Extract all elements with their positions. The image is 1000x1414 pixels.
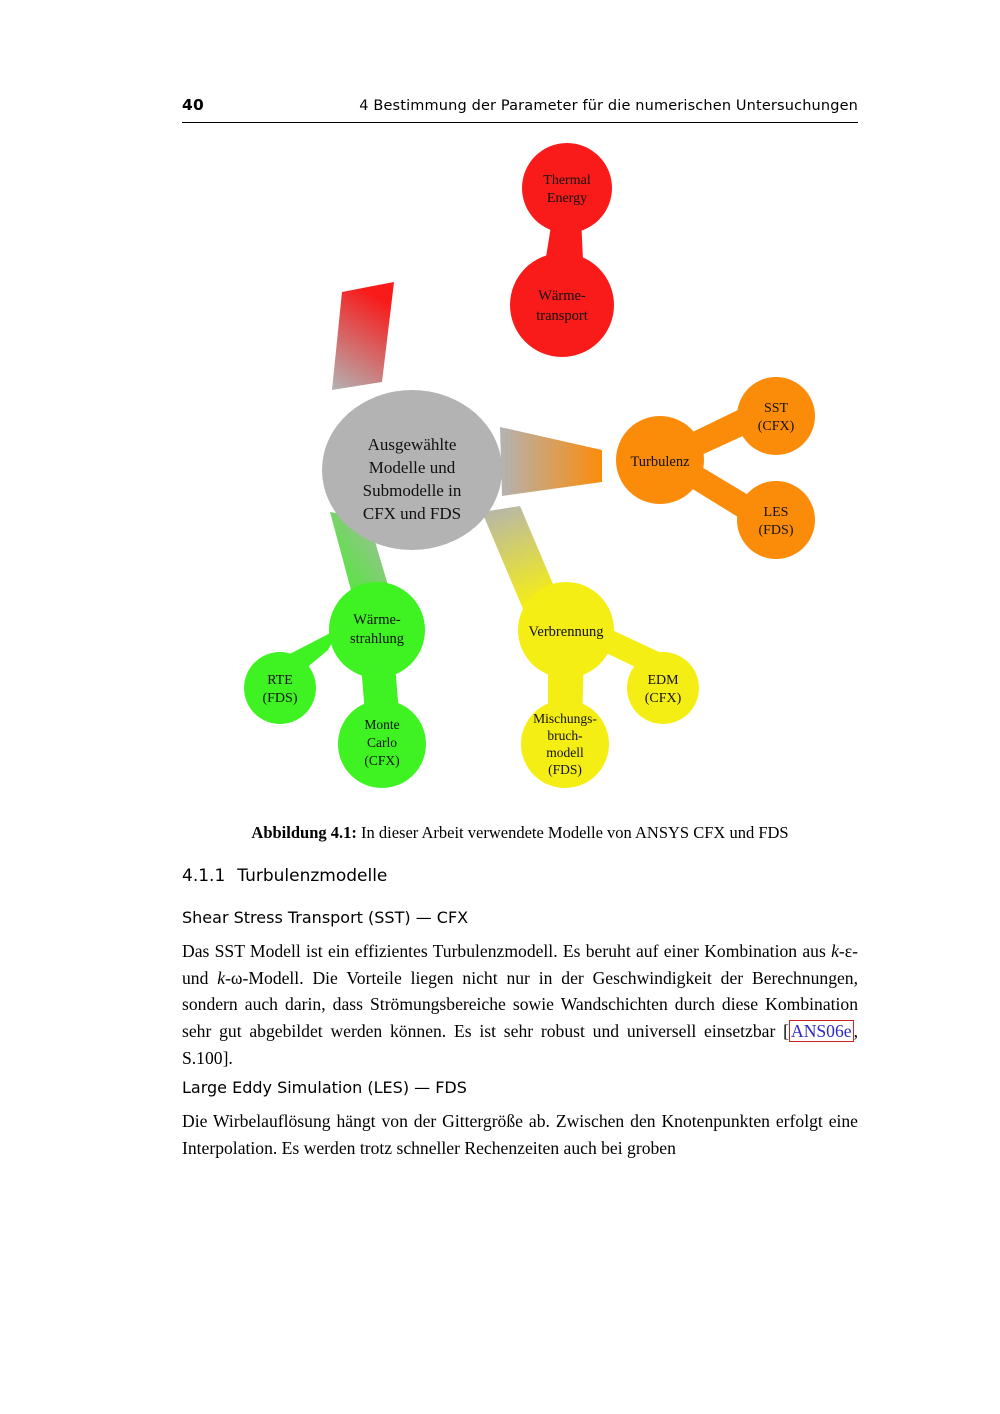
- node-sst-label-2: (CFX): [757, 419, 795, 434]
- node-monte-carlo-label-3: (CFX): [364, 753, 400, 768]
- node-waermetransport-label-2: transport: [536, 308, 588, 324]
- node-monte-carlo-label-1: Monte: [364, 717, 400, 732]
- link-center-turbulenz: [500, 427, 602, 496]
- paragraph-sst-part-a: Das SST Modell ist ein effizientes Turbulenzmodell. Es beruht auf einer Kombination aus: [182, 941, 832, 961]
- subsection-number: 4.1.1: [182, 866, 226, 886]
- node-center-label-4: CFX und FDS: [362, 504, 462, 523]
- node-rte-label-1: RTE: [267, 673, 293, 688]
- mindmap-svg: [182, 140, 858, 800]
- node-edm-label-2: (CFX): [644, 691, 682, 706]
- chapter-title: 4 Bestimmung der Parameter für die numerischen Untersuchungen: [359, 98, 858, 114]
- paragraph-sst: [182, 938, 858, 1072]
- node-turbulenz-label: Turbulenz: [630, 454, 690, 470]
- paragraph-sst-mid: - und: [182, 941, 858, 988]
- node-waermetransport-label-1: Wärme-: [538, 288, 586, 304]
- node-sst[interactable]: [737, 377, 815, 455]
- node-center-label-2: Modelle und: [368, 458, 456, 477]
- figure-caption-text: In dieser Arbeit verwendete Modelle von ANSYS CFX und FDS: [356, 823, 789, 842]
- node-monte-carlo-label-2: Carlo: [367, 735, 397, 750]
- node-waermestrahlung[interactable]: [329, 582, 425, 678]
- node-rte-label-2: (FDS): [262, 691, 298, 706]
- symbol-epsilon: -ε: [838, 941, 853, 961]
- node-waermestrahlung-label-2: strahlung: [350, 631, 404, 647]
- running-head: [182, 96, 858, 114]
- symbol-omega: -ω: [225, 967, 243, 988]
- subsection-heading: [182, 866, 387, 886]
- subsection-title-text: Turbulenzmodelle: [237, 866, 388, 886]
- figure-mindmap: [182, 140, 858, 800]
- paragraph-sst-part-b: -Modell. Die Vorteile liegen nicht nur in der Geschwindigkeit der Berechnungen, sondern auch darin, dass Strömungsbereiche sowie Wandschichten durch diese Kombination sehr gut abgebildet werden können. Es ist sehr robust und universell einsetzbar: [182, 967, 858, 1042]
- citation-link-ans06e[interactable]: ANS06e: [790, 1021, 852, 1042]
- node-thermal-energy[interactable]: [522, 143, 612, 233]
- node-thermal-energy-label-1: Thermal: [543, 173, 591, 188]
- node-center-label-3: Submodelle in: [362, 481, 462, 500]
- page-number: 40: [182, 96, 204, 114]
- node-mischungsbruchmodell-label-2: bruch-: [547, 728, 583, 743]
- node-rte[interactable]: [244, 652, 316, 724]
- node-mischungsbruchmodell-label-1: Mischungs-: [533, 711, 597, 726]
- node-les-label-1: LES: [763, 505, 789, 520]
- citation-tail: , S.100].: [182, 1021, 858, 1068]
- heading-sst: Shear Stress Transport (SST) — CFX: [182, 908, 469, 927]
- symbol-k-omega-k: k: [217, 967, 226, 988]
- node-edm-label-1: EDM: [647, 673, 679, 688]
- node-verbrennung-label: Verbrennung: [528, 624, 604, 640]
- link-center-waermetransport: [332, 282, 394, 390]
- node-les-label-2: (FDS): [758, 523, 794, 538]
- heading-les: Large Eddy Simulation (LES) — FDS: [182, 1078, 467, 1097]
- node-waermetransport[interactable]: [510, 253, 614, 357]
- paragraph-les: Die Wirbelauflösung hängt von der Gittergröße ab. Zwischen den Knotenpunkten erfolgt eine Interpolation. Es werden trotz schneller Rechenzeiten auch bei groben: [182, 1111, 858, 1158]
- node-center-label-1: Ausgewählte: [367, 435, 457, 454]
- figure-caption-label: Abbildung 4.1:: [251, 823, 357, 842]
- figure-caption: [182, 822, 858, 844]
- node-sst-label-1: SST: [763, 401, 789, 416]
- node-edm[interactable]: [627, 652, 699, 724]
- citation-bracket-open: [: [783, 1021, 789, 1042]
- header-rule: [182, 122, 858, 123]
- node-les[interactable]: [737, 481, 815, 559]
- node-waermestrahlung-label-1: Wärme-: [353, 612, 401, 628]
- node-mischungsbruchmodell-label-4: (FDS): [548, 762, 582, 777]
- symbol-k-epsilon-k: k: [831, 941, 839, 961]
- node-mischungsbruchmodell-label-3: modell: [546, 745, 584, 760]
- node-thermal-energy-label-2: Energy: [546, 191, 588, 206]
